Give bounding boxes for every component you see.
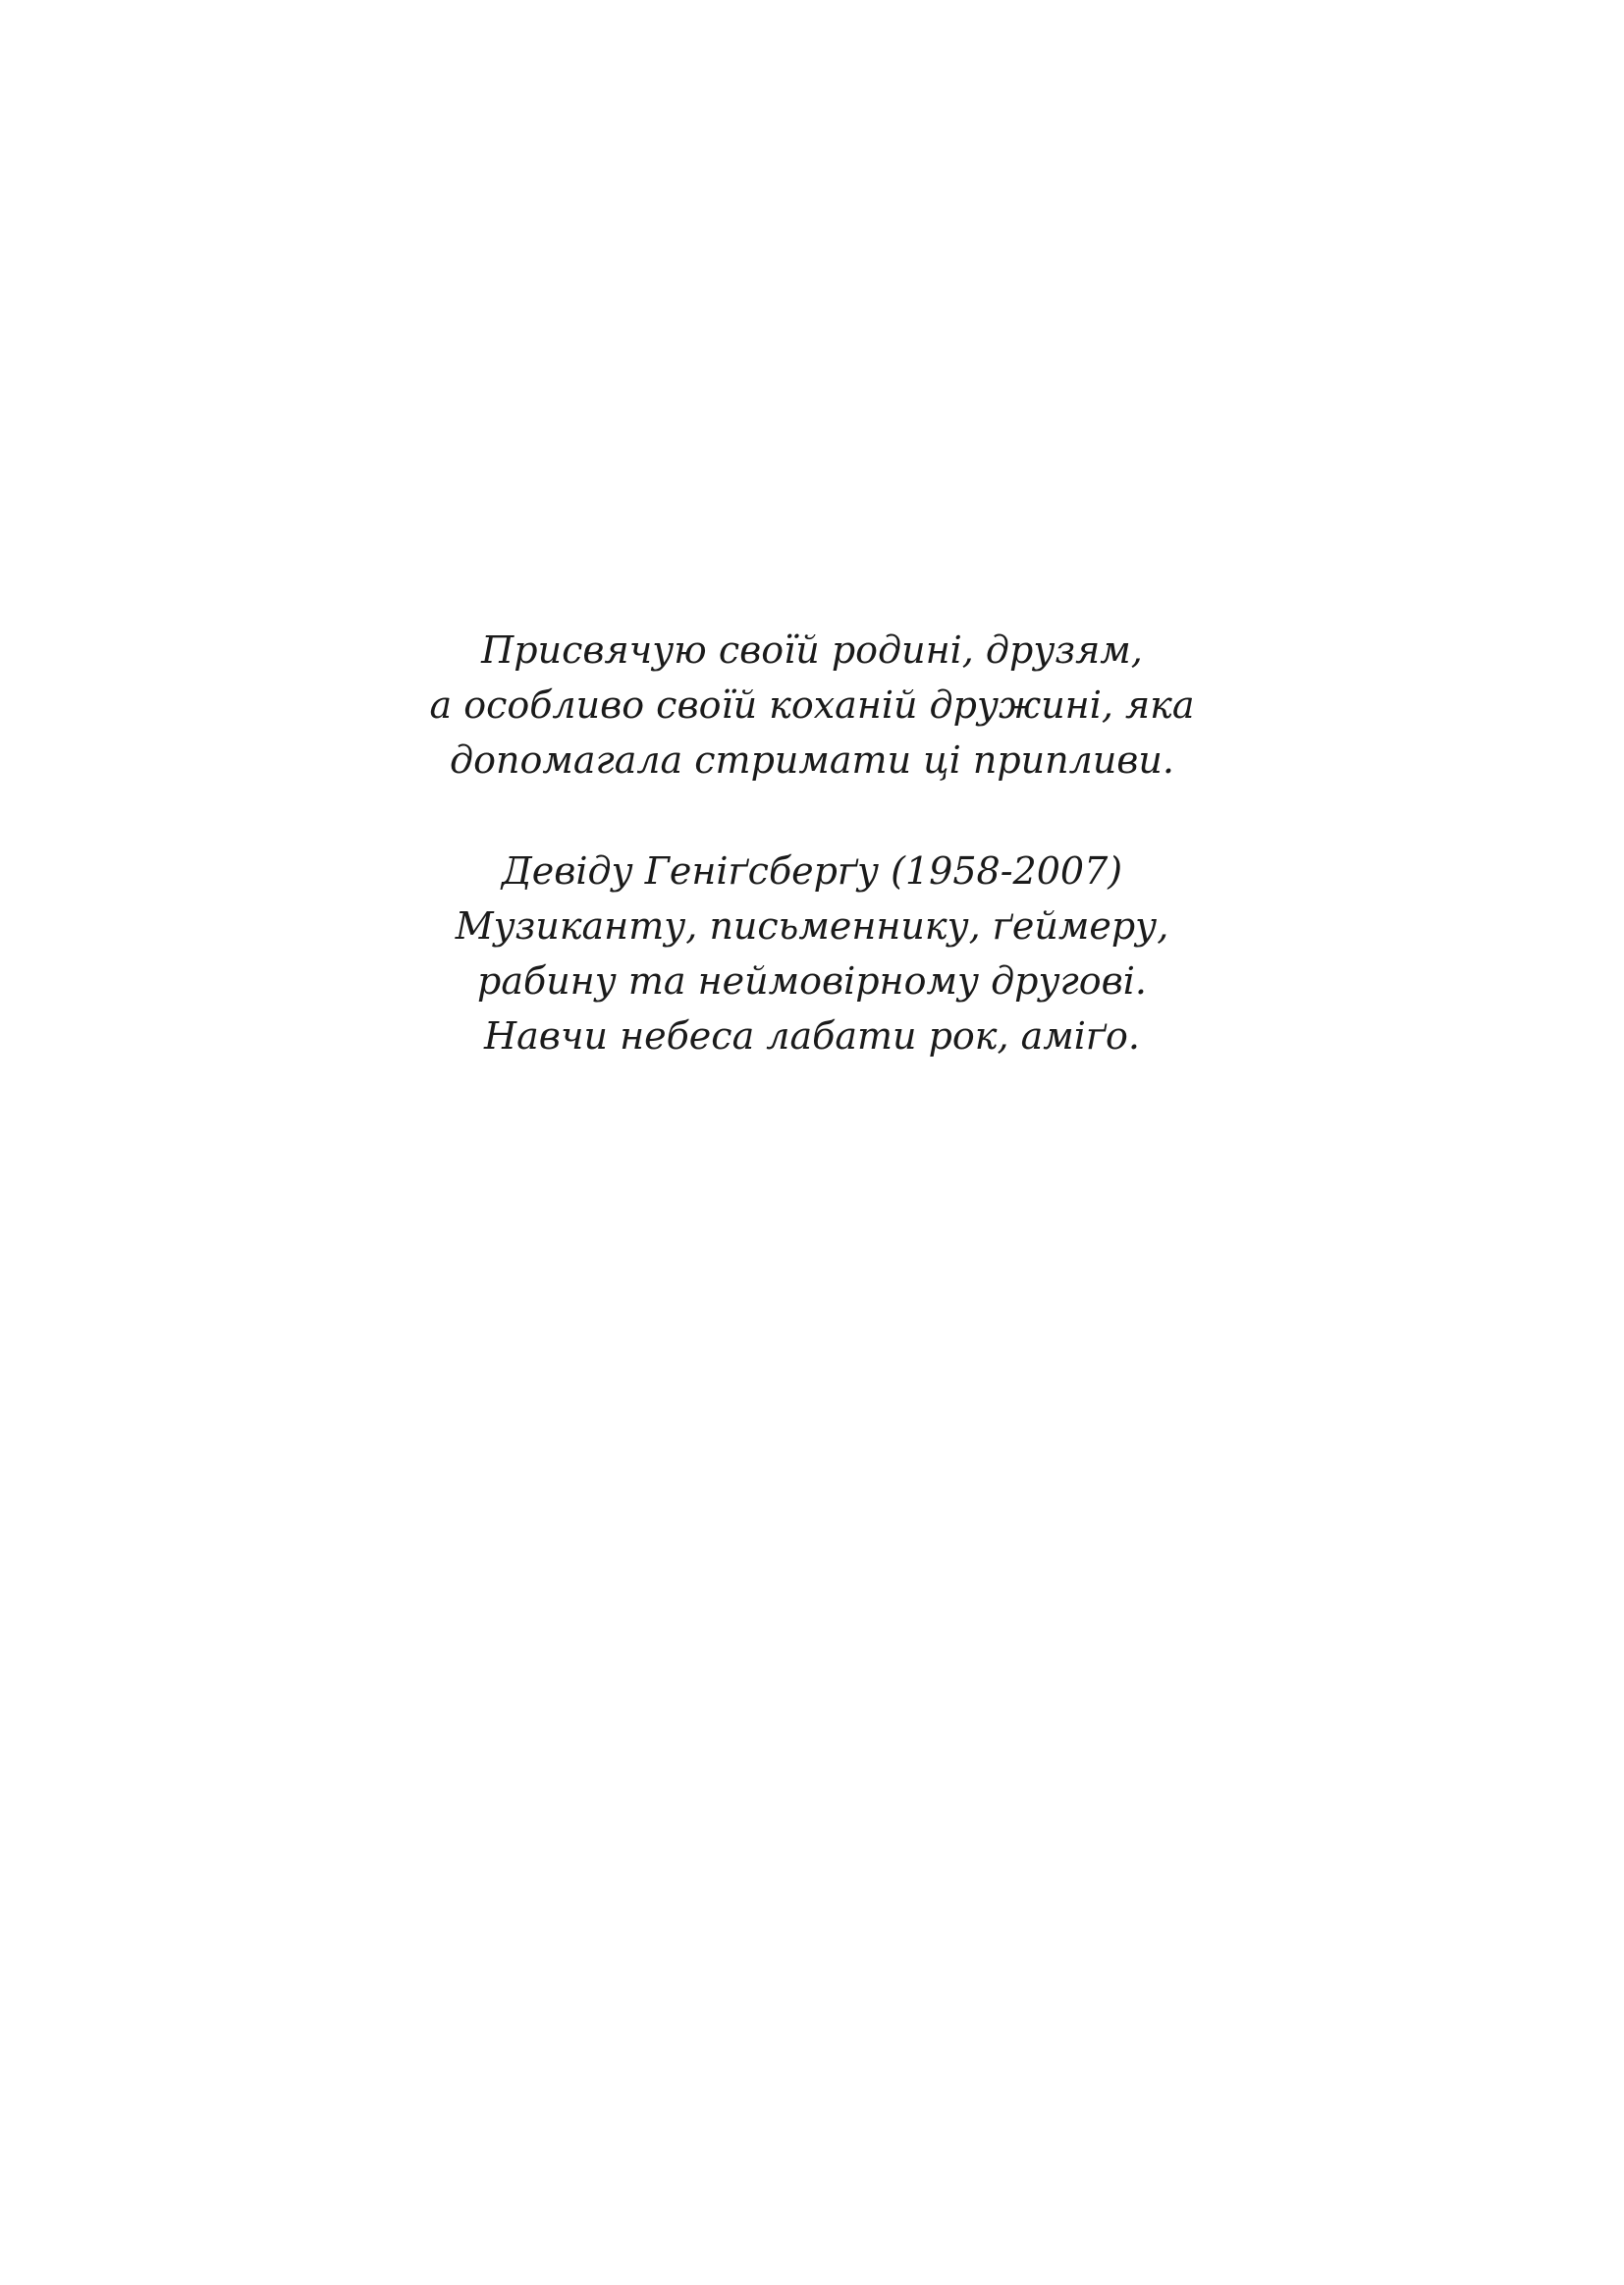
memorial-line: Музиканту, письменнику, ґеймеру,: [455, 904, 1169, 948]
memorial-line: Девіду Геніґсберґу (1958-2007): [501, 849, 1123, 893]
dedication-line: а особливо своїй коханій дружині, яка: [429, 683, 1195, 727]
dedication-line: Присвячую своїй родині, друзям,: [481, 628, 1143, 672]
dedication-line: допомагала стримати ці припливи.: [450, 738, 1174, 782]
memorial-line: рабину та неймовірному другові.: [477, 959, 1147, 1003]
dedication-family: [0, 623, 1624, 788]
memorial-line: Навчи небеса лабати рок, аміґо.: [483, 1014, 1141, 1058]
dedication-memorial: [0, 843, 1624, 1063]
